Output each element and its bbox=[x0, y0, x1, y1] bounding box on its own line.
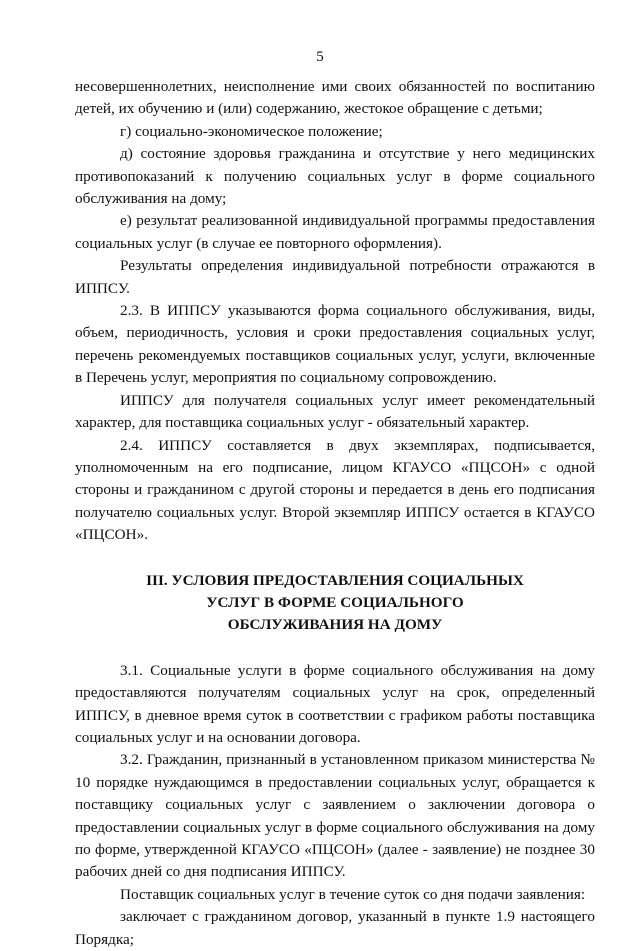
page-number: 5 bbox=[316, 49, 324, 65]
heading-line-3: ОБСЛУЖИВАНИЯ НА ДОМУ bbox=[227, 616, 443, 634]
paragraph: 3.1. Социальные услуги в форме социального обслуживания на дому предоставляются получателям социальных услуг на срок, определенный ИППСУ, в дневное время суток в соответствии с графиком работы поставщика социальных услуг и на основании договора. bbox=[75, 661, 595, 746]
paragraph: 2.3. В ИППСУ указываются форма социального обслуживания, виды, объем, периодичность, условия и сроки предоставления социальных услуг, перечень рекомендуемых поставщиков социальных услуг, услуги, включенные в Перечень услуг, мероприятия по социальному сопровождению. bbox=[75, 302, 595, 387]
paragraph: д) состояние здоровья гражданина и отсутствие у него медицинских противопоказаний к получению социальных услуг в форме социального обслуживания на дому; bbox=[75, 145, 595, 208]
heading-line-1: III. УСЛОВИЯ ПРЕДОСТАВЛЕНИЯ СОЦИАЛЬНЫХ bbox=[146, 571, 524, 589]
section-after-heading bbox=[75, 660, 595, 951]
paragraph: Поставщик социальных услуг в течение суток со дня подачи заявления: bbox=[120, 885, 586, 903]
paragraph: ИППСУ для получателя социальных услуг имеет рекомендательный характер, для поставщика социальных услуг - обязательный характер. bbox=[75, 391, 595, 432]
paragraph: е) результат реализованной индивидуальной программы предоставления социальных услуг (в случае ее повторного оформления). bbox=[75, 212, 595, 252]
paragraph: г) социально-экономическое положение; bbox=[120, 122, 383, 140]
paragraph: 3.2. Гражданин, признанный в установленном приказом министерства № 10 порядке нуждающимся в предоставлении социальных услуг, обращается к поставщику социальных услуг с заявлением о заключении договора о предоставлении социальных услуг в форме социального обслуживания на дому по форме, утвержденной КГАУСО «ПЦСОН» (далее - заявление) не позднее 30 рабочих дней со дня подписания ИППСУ. bbox=[75, 751, 595, 881]
paragraph: несовершеннолетних, неисполнение ими своих обязанностей по воспитанию детей, их обучению и (или) содержанию, жестокое обращение с детьми; bbox=[75, 78, 595, 118]
paragraph: Результаты определения индивидуальной потребности отражаются в ИППСУ. bbox=[75, 257, 595, 297]
section-heading bbox=[75, 570, 595, 637]
paragraph: 2.4. ИППСУ составляется в двух экземплярах, подписывается, уполномоченным на его подписание, лицом КГАУСО «ПЦСОН» с одной стороны и гражданином с другой стороны и передается в день его подписания получателю социальных услуг. Второй экземпляр ИППСУ остается в КГАУСО «ПЦСОН». bbox=[75, 436, 595, 544]
paragraph: заключает с гражданином договор, указанный в пункте 1.9 настоящего Порядка; bbox=[75, 908, 595, 948]
document-body bbox=[75, 76, 595, 951]
heading-line-2: УСЛУГ В ФОРМЕ СОЦИАЛЬНОГО bbox=[206, 593, 464, 611]
section-before-heading bbox=[75, 76, 595, 547]
